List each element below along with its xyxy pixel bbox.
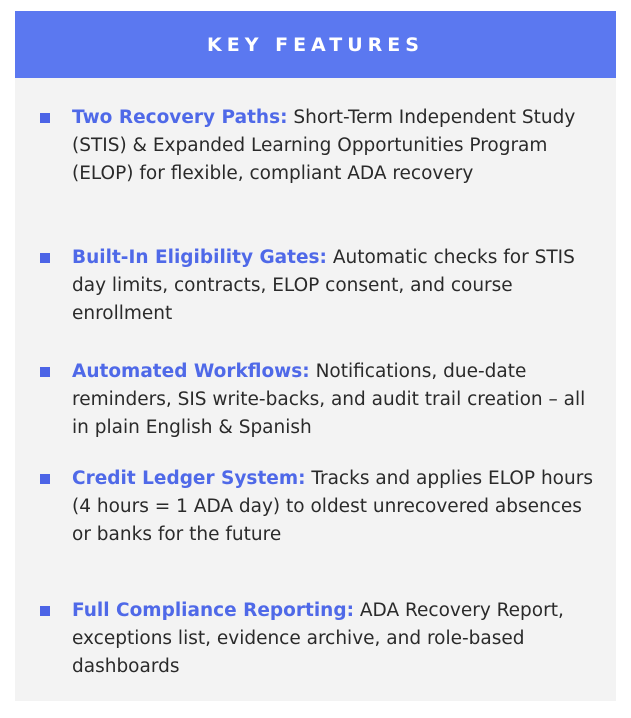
header-title: KEY FEATURES bbox=[207, 33, 424, 56]
feature-label: Two Recovery Paths: bbox=[72, 107, 288, 128]
square-bullet-icon bbox=[40, 367, 50, 377]
feature-description bbox=[72, 104, 602, 188]
feature-description bbox=[72, 597, 602, 681]
feature-text: Notifications, due-date reminders, SIS write-backs, and audit trail creation – all in plain English & Spanish bbox=[72, 361, 586, 438]
feature-label: Built-In Eligibility Gates: bbox=[72, 247, 327, 268]
square-bullet-icon bbox=[40, 474, 50, 484]
feature-text: Automatic checks for STIS day limits, contracts, ELOP consent, and course enrollment bbox=[72, 247, 575, 324]
feature-text: Short-Term Independent Study (STIS) & Expanded Learning Opportunities Program (ELOP) for flexible, compliant ADA recovery bbox=[72, 107, 576, 184]
square-bullet-icon bbox=[40, 253, 50, 263]
feature-description bbox=[72, 244, 602, 328]
card-header bbox=[15, 11, 616, 78]
feature-description bbox=[72, 465, 602, 549]
square-bullet-icon bbox=[40, 606, 50, 616]
feature-label: Full Compliance Reporting: bbox=[72, 600, 354, 621]
square-bullet-icon bbox=[40, 113, 50, 123]
feature-description bbox=[72, 358, 602, 442]
feature-text: Tracks and applies ELOP hours (4 hours = 1 ADA day) to oldest unrecovered absences or banks for the future bbox=[72, 468, 593, 545]
feature-label: Automated Workflows: bbox=[72, 361, 310, 382]
feature-label: Credit Ledger System: bbox=[72, 468, 306, 489]
feature-text: ADA Recovery Report, exceptions list, evidence archive, and role-based dashboards bbox=[72, 600, 564, 677]
key-features-card bbox=[15, 11, 616, 701]
